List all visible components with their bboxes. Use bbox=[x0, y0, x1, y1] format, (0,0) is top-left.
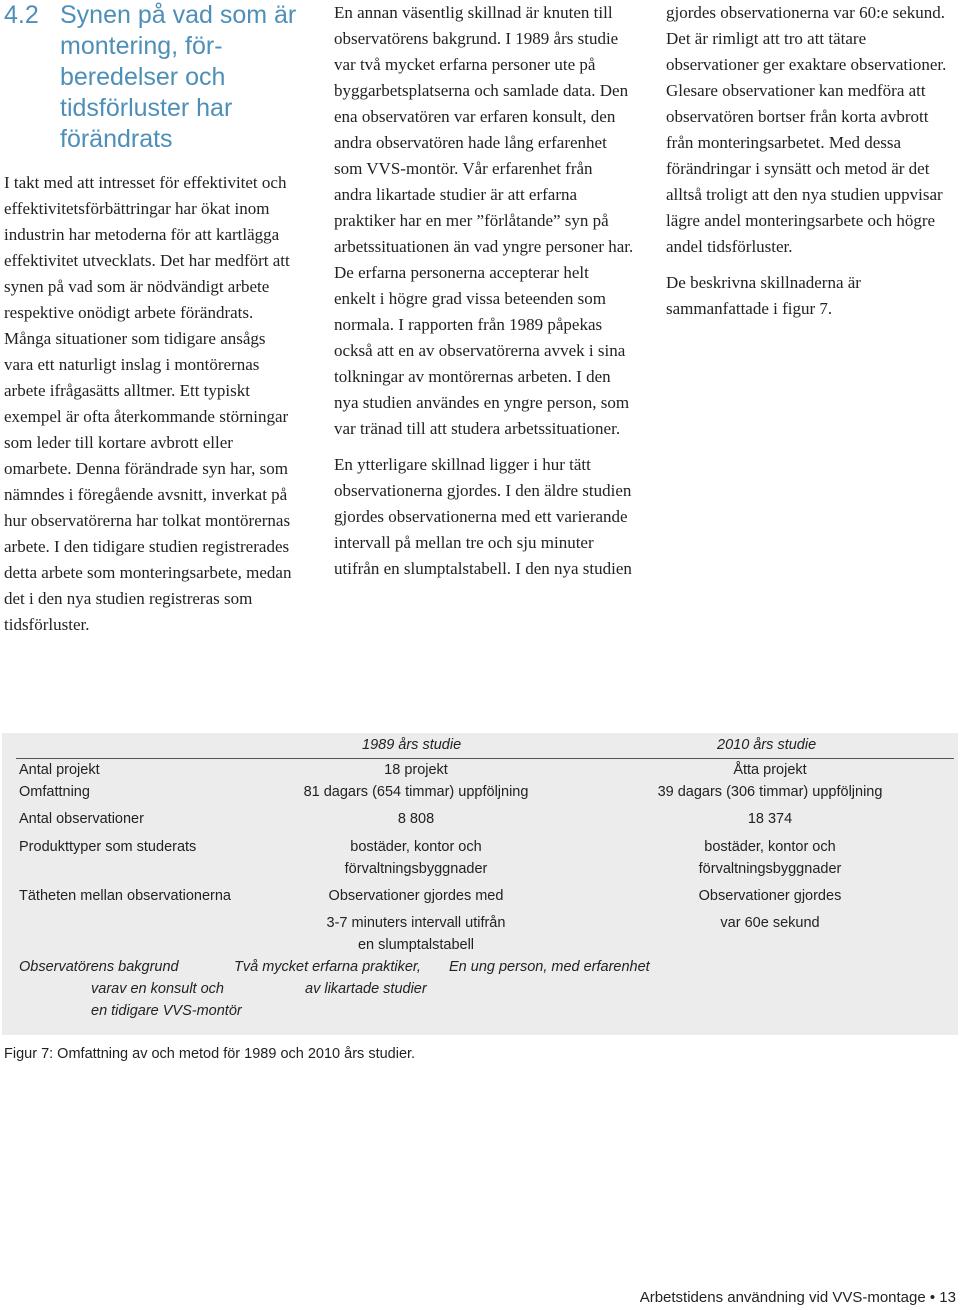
section-number: 4.2 bbox=[4, 1, 39, 29]
section-heading bbox=[4, 0, 304, 155]
cell-2010: Observationer gjordes bbox=[698, 888, 842, 904]
cell-1989: Observationer gjordes med bbox=[328, 888, 504, 904]
text-column-2 bbox=[334, 0, 634, 592]
cell-1989: förvaltningsbyggnader bbox=[344, 861, 488, 877]
row-label: en tidigare VVS-montör bbox=[91, 1003, 242, 1019]
paragraph: gjordes observationerna var 60:e sekund. Det är rimligt att tro att tätare observationer ger exaktare observationer. Glesare observationer kan medföra att observatören bortser från korta avbrott från monteringsarbetet. Med dessa förändringar i synsätt och metod är det alltså troligt att den nya studien uppvisar lägre andel monteringsarbete och högre andel tidsförluster. bbox=[666, 3, 947, 256]
text-column-1 bbox=[4, 170, 294, 648]
cell-1989: en slumptalstabell bbox=[357, 937, 475, 953]
cell-2010: bostäder, kontor och bbox=[704, 839, 836, 855]
cell-1989: 8 808 bbox=[397, 811, 435, 827]
row-label: Antal observationer bbox=[19, 811, 144, 827]
cell-1989: 18 projekt bbox=[384, 762, 448, 778]
header-2010: 2010 års studie bbox=[717, 737, 817, 753]
cell-1989: 3-7 minuters intervall utifrån bbox=[326, 915, 506, 931]
cell-2010: 18 374 bbox=[747, 811, 793, 827]
paragraph: De beskrivna skillnaderna är sammanfattade i figur 7. bbox=[666, 273, 861, 318]
paragraph: En ytterligare skillnad ligger i hur tätt observationerna gjordes. I den äldre studien gjordes observationerna med ett varierande intervall på mellan tre och sju minuter utifrån en slumptalstabell. I den nya studien bbox=[334, 455, 632, 578]
cell-2010: var 60e sekund bbox=[720, 915, 820, 931]
cell-2010: 39 dagars (306 timmar) uppföljning bbox=[657, 784, 883, 800]
cell-1989: Två mycket erfarna praktiker, bbox=[234, 959, 421, 975]
cell-1989: bostäder, kontor och bbox=[350, 839, 482, 855]
cell-1989: av likartade studier bbox=[305, 981, 427, 997]
row-label: Tätheten mellan observationerna bbox=[19, 888, 231, 904]
cell-2010: En ung person, med erfarenhet bbox=[449, 959, 650, 975]
cell-2010: förvaltningsbyggnader bbox=[698, 861, 842, 877]
cell-2010: Åtta projekt bbox=[733, 762, 807, 778]
header-1989: 1989 års studie bbox=[362, 737, 462, 753]
text-column-3 bbox=[666, 0, 956, 332]
section-title: Synen på vad som är montering, för-beredelser och tidsförluster har förändrats bbox=[60, 1, 297, 153]
row-label: varav en konsult och bbox=[91, 981, 224, 997]
figure-caption: Figur 7: Omfattning av och metod för 1989 och 2010 års studier. bbox=[4, 1046, 416, 1062]
row-label: Observatörens bakgrund bbox=[19, 959, 179, 975]
row-label: Produkttyper som studerats bbox=[19, 839, 197, 855]
cell-1989: 81 dagars (654 timmar) uppföljning bbox=[303, 784, 529, 800]
paragraph: En annan väsentlig skillnad är knuten till observatörens bakgrund. I 1989 års studie var två mycket erfarna personer ute på byggarbetsplatserna och samlade data. Den ena observatören var erfaren konsult, den andra observatören hade lång erfarenhet som VVS-montör. Vår erfarenhet från andra likartade studier är att erfarna praktiker har en mer ”förlåtande” syn på arbetssituationen än vad yngre personer har. De erfarna personerna accepterar helt enkelt i högre grad vissa beteenden som normala. I rapporten från 1989 påpekas också att en av observatörerna avvek i sina tolkningar av montörernas arbeten. I den nya studien användes en yngre person, som var tränad till att studera arbetssituationer. bbox=[334, 3, 634, 438]
row-label: Omfattning bbox=[19, 784, 90, 800]
paragraph: I takt med att intresset för effektivitet och effektivitetsförbättringar har ökat inom industrin har metoderna för att kartlägga effektivitet utvecklats. Det har medfört att synen på vad som är nödvändigt arbete respektive onödigt arbete förändrats. Många situationer som tidigare ansågs vara ett naturligt inslag i montörernas arbete ifrågasätts alltmer. Ett typiskt exempel är ofta återkommande störningar som leder till kortare avbrott eller omarbete. Denna förändrade syn har, som nämndes i föregående avsnitt, inverkat på hur observatörerna har tolkat montörernas arbete. I den tidigare studien registrerades detta arbete som monteringsarbete, medan det i den nya studien registreras som tidsförluster. bbox=[4, 173, 292, 634]
row-label: Antal projekt bbox=[19, 762, 100, 778]
page-footer: Arbetstidens användning vid VVS-montage • 13 bbox=[639, 1289, 956, 1306]
comparison-table bbox=[2, 733, 958, 1035]
